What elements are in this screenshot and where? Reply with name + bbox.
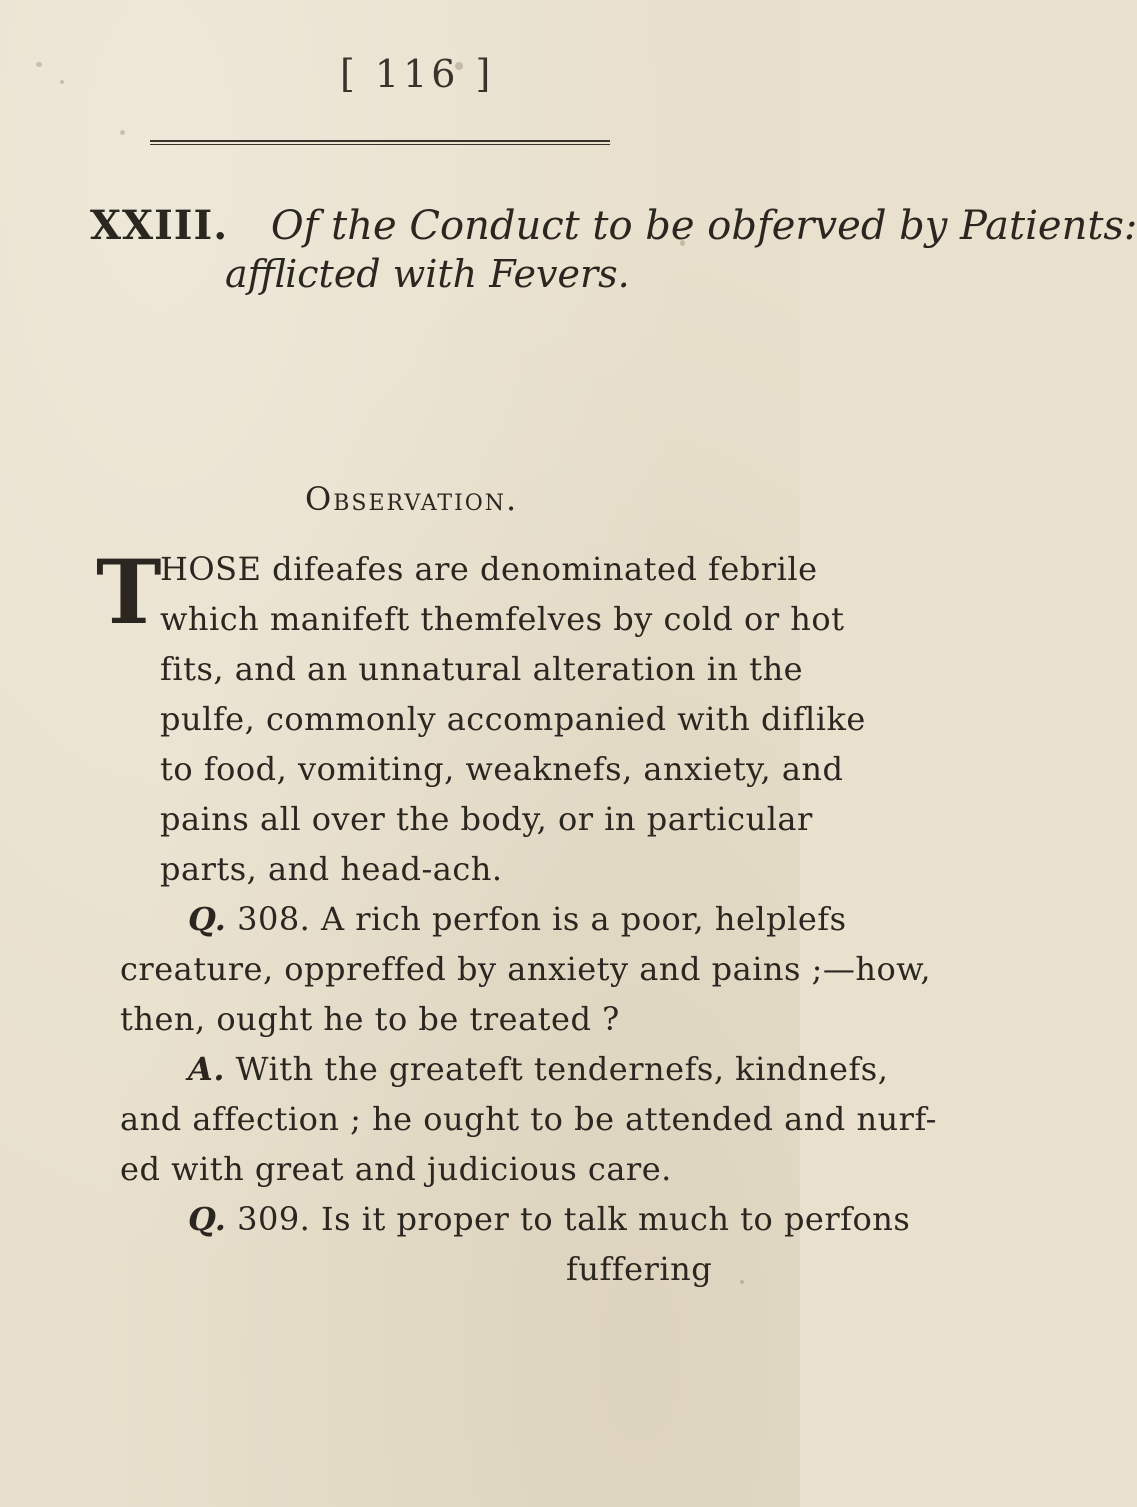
answer-line: ed with great and judicious care. [120, 1150, 672, 1188]
foxing-spot [36, 62, 42, 67]
observation-line: pulfe, commonly accompanied with diflike [160, 700, 866, 738]
observation-line: pains all over the body, or in particular [160, 800, 813, 838]
section-heading: Observation. [305, 480, 519, 518]
page-number: [ 116 ] [340, 52, 495, 96]
answer-label: A. [188, 1050, 225, 1088]
question-line: creature, oppreffed by anxiety and pains ;—how, [120, 950, 932, 988]
question-text: 309. Is it proper to talk much to perfons [237, 1200, 911, 1238]
answer [188, 1050, 888, 1088]
observation-line: parts, and head-ach. [160, 850, 503, 888]
header-rule [150, 140, 610, 145]
question-309 [188, 1200, 910, 1238]
question-line: then, ought he to be treated ? [120, 1000, 620, 1038]
observation-line: to food, vomiting, weaknefs, anxiety, and [160, 750, 844, 788]
foxing-spot [740, 1280, 744, 1284]
question-308 [188, 900, 847, 938]
question-text: 308. A rich perfon is a poor, helplefs [237, 900, 847, 938]
chapter-title-line-1: Of the Conduct to be obferved by Patients: [270, 203, 1137, 249]
answer-text: With the greateft tendernefs, kindnefs, [235, 1050, 889, 1088]
foxing-spot [60, 80, 64, 84]
chapter-heading [90, 202, 1137, 249]
observation-line: HOSE difeafes are denominated febrile [160, 550, 818, 588]
foxing-spot [120, 130, 125, 135]
observation-line: fits, and an unnatural alteration in the [160, 650, 804, 688]
answer-line: and affection ; he ought to be attended and nurf- [120, 1100, 937, 1138]
chapter-number: XXIII. [90, 202, 229, 249]
question-label: Q. [188, 900, 227, 938]
question-label: Q. [188, 1200, 227, 1238]
chapter-title-line-2: afflicted with Fevers. [225, 252, 630, 296]
observation-line: which manifeft themfelves by cold or hot [160, 600, 845, 638]
drop-cap: T [96, 540, 162, 644]
catchword: fuffering [566, 1250, 713, 1288]
